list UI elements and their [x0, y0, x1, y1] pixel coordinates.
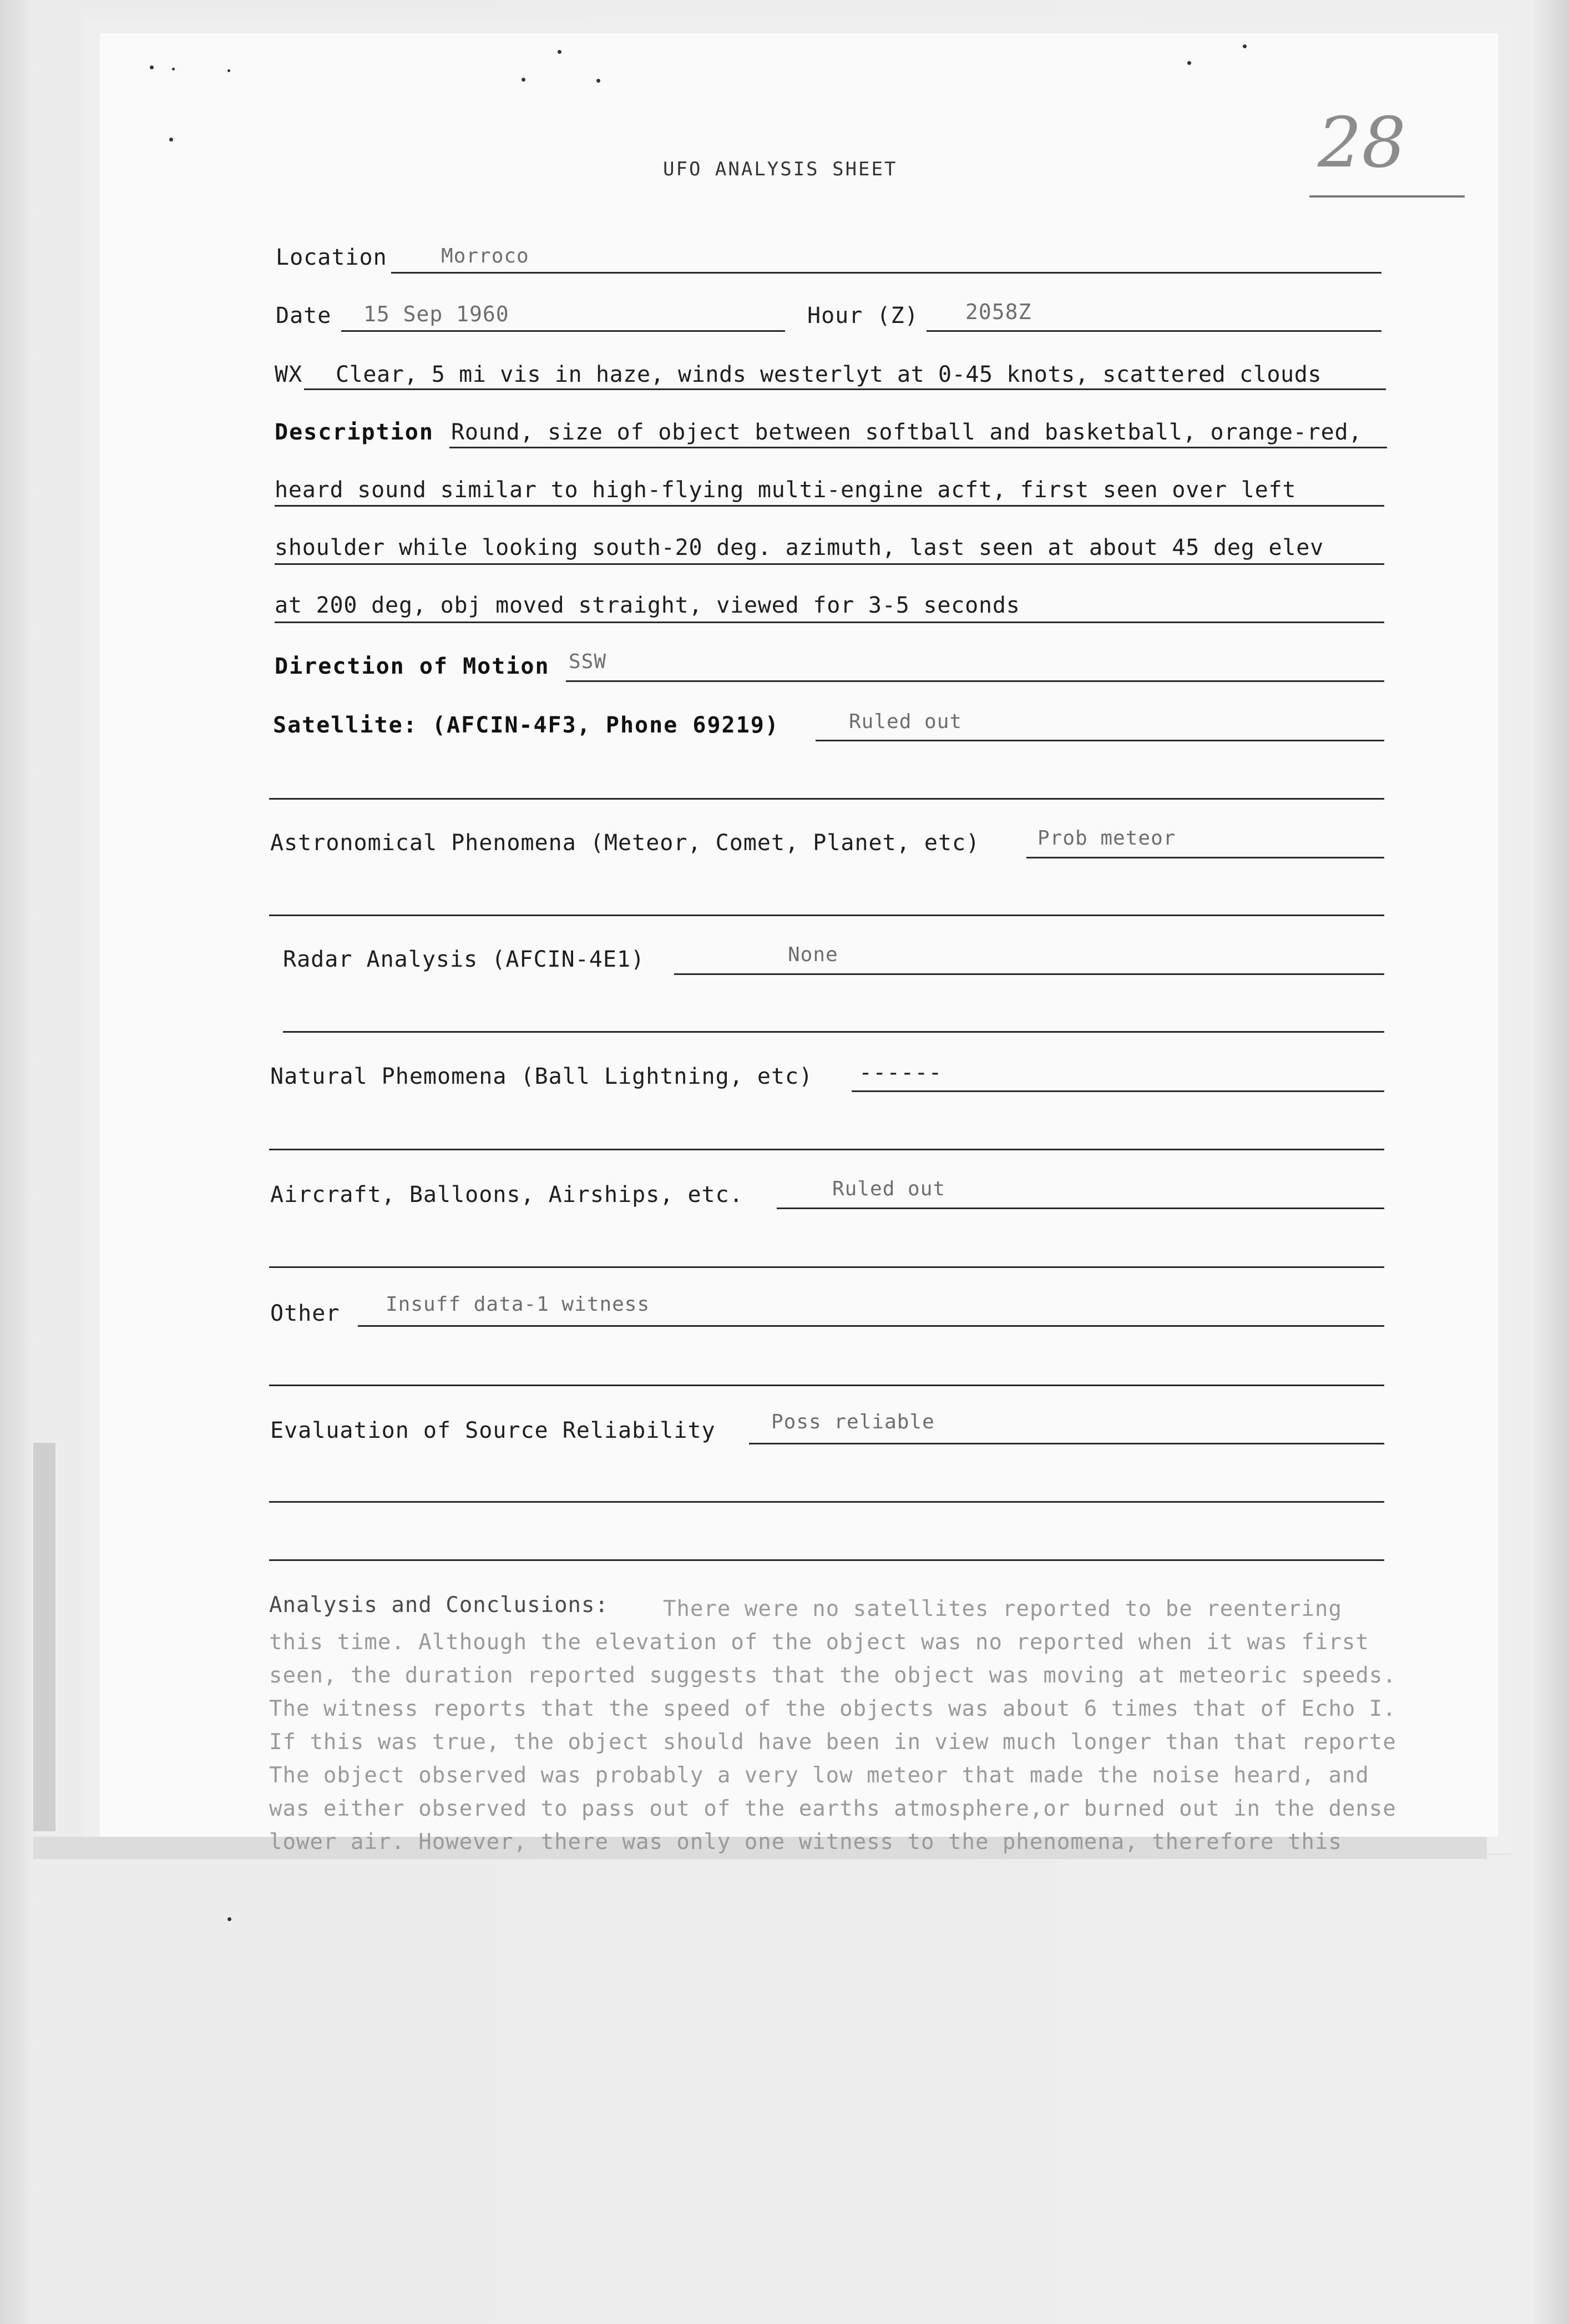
astronomical-value: Prob meteor — [1037, 827, 1176, 850]
natural-value: ------ — [859, 1060, 943, 1085]
description-underline-2 — [275, 505, 1384, 507]
description-label: Description — [275, 420, 434, 445]
scan-speck — [558, 50, 561, 54]
hour-label: Hour (Z) — [807, 303, 919, 329]
location-underline — [391, 272, 1381, 274]
date-value: 15 Sep 1960 — [363, 302, 509, 326]
aircraft-underline — [777, 1208, 1384, 1209]
radar-label: Radar Analysis (AFCIN-4E1) — [283, 947, 645, 972]
satellite-value: Ruled out — [849, 710, 963, 733]
wx-underline — [304, 388, 1386, 390]
other-value: Insuff data-1 witness — [386, 1293, 650, 1316]
scan-speck — [596, 79, 600, 83]
satellite-underline-extra — [269, 798, 1384, 800]
evaluation-value: Poss reliable — [771, 1411, 935, 1433]
page-number: 28 — [1318, 103, 1406, 183]
scan-speck — [227, 1917, 231, 1921]
evaluation-label: Evaluation of Source Reliability — [270, 1418, 716, 1443]
date-label: Date — [276, 303, 332, 329]
other-underline-extra — [269, 1385, 1384, 1386]
page-title: UFO ANALYSIS SHEET — [663, 158, 898, 180]
scan-speck — [227, 69, 230, 72]
natural-label: Natural Phemomena (Ball Lightning, etc) — [270, 1064, 813, 1089]
scan-speck — [522, 78, 525, 82]
hour-value: 2058Z — [965, 300, 1032, 324]
aircraft-underline-extra — [269, 1266, 1384, 1268]
direction-underline — [566, 680, 1384, 682]
description-underline-3 — [275, 563, 1384, 565]
location-value: Morroco — [441, 245, 529, 267]
description-line-3: shoulder while looking south-20 deg. azimuth, last seen at about 45 deg elev — [275, 535, 1324, 560]
aircraft-value: Ruled out — [832, 1178, 946, 1200]
location-label: Location — [276, 245, 387, 270]
description-line-2: heard sound similar to high-flying multi-engine acft, first seen over left — [275, 477, 1297, 503]
analysis-label: Analysis and Conclusions: — [269, 1593, 609, 1618]
astronomical-underline-extra — [269, 915, 1384, 916]
scan-speck — [150, 65, 154, 69]
scan-speck — [1187, 61, 1191, 65]
description-line-4: at 200 deg, obj moved straight, viewed for 3-5 seconds — [275, 593, 1020, 618]
natural-underline — [852, 1090, 1384, 1092]
film-edge-shadow — [33, 1443, 55, 1831]
evaluation-underline-3 — [269, 1559, 1384, 1561]
astronomical-label: Astronomical Phenomena (Meteor, Comet, Planet, etc) — [270, 830, 980, 856]
evaluation-underline — [749, 1443, 1384, 1444]
natural-underline-extra — [269, 1149, 1384, 1150]
radar-value: None — [788, 943, 838, 966]
satellite-label: Satellite: (AFCIN-4F3, Phone 69219) — [273, 713, 780, 738]
description-line-1: Round, size of object between softball and basketball, orange-red, — [451, 420, 1363, 445]
other-label: Other — [270, 1301, 340, 1326]
direction-value: SSW — [569, 650, 607, 673]
scan-speck — [1243, 44, 1247, 48]
page-number-underline — [1309, 195, 1465, 198]
astronomical-underline — [1026, 857, 1384, 858]
wx-label: WX — [275, 362, 303, 387]
satellite-underline — [816, 740, 1384, 741]
radar-underline-extra — [283, 1031, 1384, 1033]
scan-speck — [172, 68, 175, 70]
date-underline — [341, 330, 785, 332]
analysis-text — [269, 1593, 1512, 1859]
description-underline-1 — [449, 447, 1387, 448]
analysis-body: There were no satellites reported to be reentering this time. Although the elevation of the object was no reported when it was first seen, the duration reported suggests that the object was moving at meteoric speeds. The witness reports that the speed of the objects was about 6 times that of Echo I. If this was true, the object should have been in view much longer than that reporte The object observed was probably a very low meteor that made the noise heard, and was either observed to pass out of the earths atmosphere,or burned out in the dense lower air. However, there was only one witness to the phenomena, therefore this — [269, 1597, 1396, 1855]
aircraft-label: Aircraft, Balloons, Airships, etc. — [270, 1182, 743, 1208]
direction-label: Direction of Motion — [275, 654, 550, 679]
evaluation-underline-2 — [269, 1501, 1384, 1503]
hour-underline — [927, 330, 1381, 332]
scan-speck — [169, 138, 173, 142]
wx-value: Clear, 5 mi vis in haze, winds westerlyt at 0-45 knots, scattered clouds — [336, 362, 1322, 387]
radar-underline — [674, 973, 1384, 975]
description-underline-4 — [275, 622, 1384, 623]
other-underline — [358, 1325, 1384, 1327]
